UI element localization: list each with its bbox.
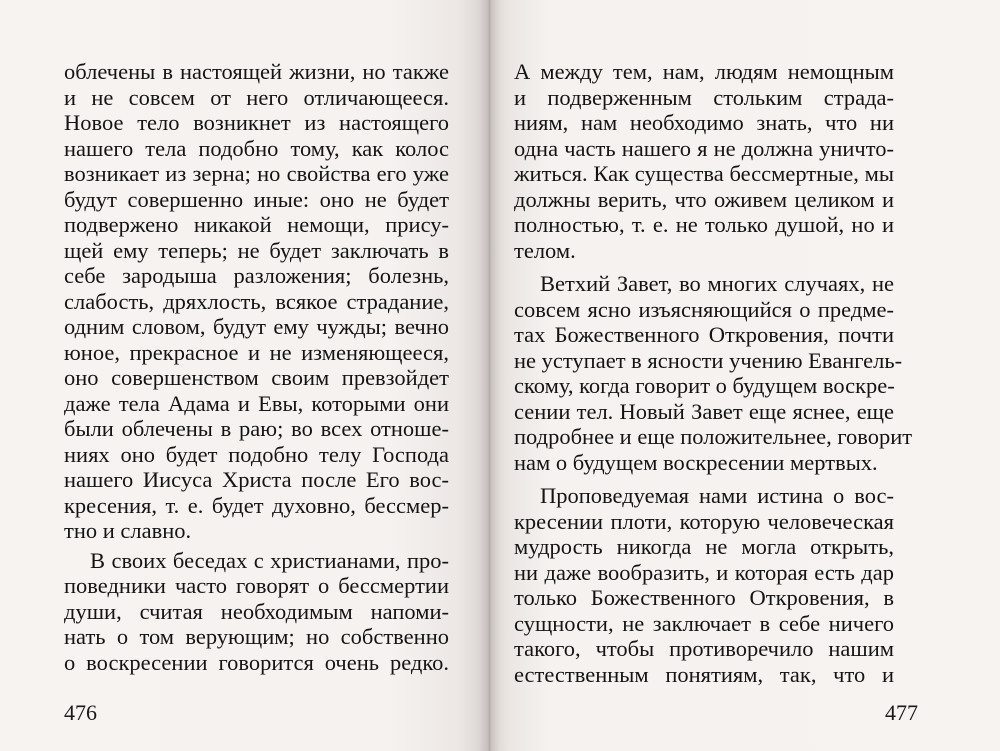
text-line: естественным понятиям, так, что и <box>514 661 894 687</box>
text-line: нам о будущем воскресении мертвых. <box>514 449 878 475</box>
text-line: должны верить, что оживем целиком и <box>514 186 894 212</box>
text-line: даже тела Адама и Евы, которыми они <box>64 390 449 416</box>
text-line: житься. Как существа бессмертные, мы <box>514 161 894 186</box>
text-line: себе зародыша разложения; болезнь, <box>64 263 449 288</box>
text-line: Проповедуемая нами истина о вос- <box>540 483 894 508</box>
page-number: 476 <box>64 700 97 725</box>
text-line: будут совершенно иные: оно не будет <box>64 186 449 212</box>
text-line: одним словом, будут ему чужды; вечно <box>64 314 449 339</box>
text-line: Новое тело возникнет из настоящего <box>64 110 449 135</box>
text-line: одна часть нашего я не должна уничто- <box>514 135 894 161</box>
text-line: только Божественного Откровения, в <box>514 585 894 610</box>
text-line: подвержено никакой немощи, прису- <box>64 212 449 237</box>
text-line: поведники часто говорят о бессмертии <box>64 573 449 598</box>
text-line: тах Божественного Откровения, почти <box>514 322 894 347</box>
text-line: скому, когда говорит о будущем воскре- <box>514 373 895 398</box>
text-line: оно совершенством своим превзойдет <box>64 365 449 390</box>
text-line: слабость, дряхлость, всякое страдание, <box>64 288 449 314</box>
text-line: подробнее и еще положительнее, говорит <box>514 424 913 449</box>
text-line: кресения, т. е. будет духовно, бессмер- <box>64 492 449 518</box>
text-line: о воскресении говорится очень редко. <box>64 649 449 675</box>
text-line: телом. <box>514 237 576 263</box>
text-line: ни даже вообразить, и которая есть дар <box>514 559 894 585</box>
text-line: совсем ясно изъясняющийся о предме- <box>514 296 894 322</box>
text-line: ниям, нам необходимо знать, что ни <box>514 110 894 135</box>
text-line: полностью, т. е. не только душой, но и <box>514 212 894 237</box>
text-line: ниях оно будет подобно телу Господа <box>64 441 449 467</box>
left-page <box>0 0 488 751</box>
text-line: облечены в настоящей жизни, но также <box>64 59 449 84</box>
text-line: и не совсем от него отличающееся. <box>64 84 449 110</box>
text-line: юное, прекрасное и не изменяющееся, <box>64 339 449 365</box>
text-line: тно и славно. <box>64 518 192 543</box>
text-line: не уступает в ясности учению Евангель- <box>514 347 903 373</box>
text-line: и подверженным стольким страда- <box>514 84 894 110</box>
text-line: А между тем, нам, людям немощным <box>514 59 894 84</box>
text-line: сении тел. Новый Завет еще яснее, еще <box>514 398 894 424</box>
text-line: такого, чтобы противоречило нашим <box>514 636 894 661</box>
page-number: 477 <box>885 700 918 725</box>
text-line: В своих беседах с христианами, про- <box>90 547 449 573</box>
text-line: нашего Иисуса Христа после Его вос- <box>64 467 449 492</box>
text-line: возникает из зерна; но свойства его уже <box>64 161 449 186</box>
text-line: нать о том верующим; но собственно <box>64 624 449 649</box>
text-line: души, считая необходимым напоми- <box>64 598 449 624</box>
text-line: были облечены в раю; во всех отноше- <box>64 416 449 441</box>
text-line: Ветхий Завет, во многих случаях, не <box>540 271 894 296</box>
text-line: нашего тела подобно тому, как колос <box>64 135 449 161</box>
text-line: щей ему теперь; не будет заключать в <box>64 237 449 263</box>
right-page <box>488 0 1000 751</box>
text-line: сущности, не заключает в себе ничего <box>514 610 894 636</box>
book-gutter-shadow <box>478 0 500 751</box>
text-line: мудрость никогда не могла открыть, <box>514 534 894 559</box>
text-line: кресении плоти, которую человеческая <box>514 508 894 534</box>
